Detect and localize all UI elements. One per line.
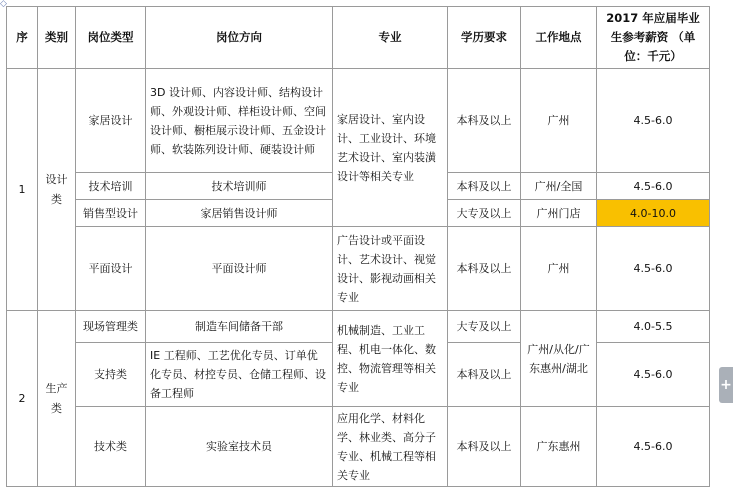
post-type-cell[interactable]: 现场管理类 — [76, 311, 146, 343]
seq-cell[interactable]: 1 — [7, 69, 38, 311]
header-category: 类别 — [38, 7, 76, 69]
post-type-cell[interactable]: 销售型设计 — [76, 200, 146, 227]
header-education: 学历要求 — [448, 7, 521, 69]
post-direction-cell[interactable]: 实验室技术员 — [146, 407, 333, 487]
post-type-cell[interactable]: 技术类 — [76, 407, 146, 487]
salary-cell[interactable]: 4.5-6.0 — [597, 227, 710, 311]
salary-cell[interactable]: 4.5-6.0 — [597, 407, 710, 487]
post-type-cell[interactable]: 平面设计 — [76, 227, 146, 311]
major-cell[interactable]: 机械制造、工业工程、机电一体化、数控、物流管理等相关专业 — [333, 311, 448, 407]
location-cell[interactable]: 广州 — [521, 227, 597, 311]
education-cell[interactable]: 本科及以上 — [448, 173, 521, 200]
post-direction-cell[interactable]: 技术培训师 — [146, 173, 333, 200]
table-row[interactable] — [7, 407, 710, 487]
post-type-cell[interactable]: 技术培训 — [76, 173, 146, 200]
post-type-cell[interactable]: 支持类 — [76, 343, 146, 407]
header-seq: 序 — [7, 7, 38, 69]
post-direction-cell[interactable]: IE 工程师、工艺优化专员、订单优化专员、材控专员、仓储工程师、设备工程师 — [146, 343, 333, 407]
major-cell[interactable]: 应用化学、材料化学、林业类、高分子专业、机械工程等相关专业 — [333, 407, 448, 487]
education-cell[interactable]: 大专及以上 — [448, 311, 521, 343]
post-direction-cell[interactable]: 平面设计师 — [146, 227, 333, 311]
post-direction-cell[interactable]: 制造车间储备干部 — [146, 311, 333, 343]
location-cell[interactable]: 广州/从化/广东惠州/湖北 — [521, 311, 597, 407]
header-location: 工作地点 — [521, 7, 597, 69]
major-cell[interactable]: 广告设计或平面设计、艺术设计、视觉设计、影视动画相关专业 — [333, 227, 448, 311]
salary-cell[interactable]: 4.5-6.0 — [597, 343, 710, 407]
education-cell[interactable]: 本科及以上 — [448, 343, 521, 407]
category-cell[interactable]: 设计类 — [38, 69, 76, 311]
education-cell[interactable]: 大专及以上 — [448, 200, 521, 227]
location-cell[interactable]: 广州门店 — [521, 200, 597, 227]
salary-cell[interactable]: 4.5-6.0 — [597, 173, 710, 200]
location-cell[interactable]: 广东惠州 — [521, 407, 597, 487]
salary-cell[interactable]: 4.5-6.0 — [597, 69, 710, 173]
expand-panel-icon[interactable]: + — [719, 367, 733, 403]
location-cell[interactable]: 广州 — [521, 69, 597, 173]
select-all-corner-icon[interactable]: ◇ — [0, 0, 7, 9]
education-cell[interactable]: 本科及以上 — [448, 69, 521, 173]
post-direction-cell[interactable]: 家居销售设计师 — [146, 200, 333, 227]
post-direction-cell[interactable]: 3D 设计师、内容设计师、结构设计师、外观设计师、样柜设计师、空间设计师、橱柜展示设计师、五金设计师、软装陈列设计师、硬装设计师 — [146, 69, 333, 173]
header-salary: 2017 年应届毕业生参考薪资 （单位：千元） — [597, 7, 710, 69]
table-row[interactable] — [7, 69, 710, 173]
seq-cell[interactable]: 2 — [7, 311, 38, 487]
recruitment-table — [6, 6, 710, 487]
location-cell[interactable]: 广州/全国 — [521, 173, 597, 200]
education-cell[interactable]: 本科及以上 — [448, 407, 521, 487]
table-row[interactable] — [7, 311, 710, 343]
table-row[interactable] — [7, 227, 710, 311]
header-post-direction: 岗位方向 — [146, 7, 333, 69]
major-cell[interactable]: 家居设计、室内设计、工业设计、环境艺术设计、室内装潢设计等相关专业 — [333, 69, 448, 227]
category-cell[interactable]: 生产类 — [38, 311, 76, 487]
header-row — [7, 7, 710, 69]
education-cell[interactable]: 本科及以上 — [448, 227, 521, 311]
salary-cell[interactable]: 4.0-5.5 — [597, 311, 710, 343]
header-post-type: 岗位类型 — [76, 7, 146, 69]
salary-cell-highlighted[interactable]: 4.0-10.0 — [597, 200, 710, 227]
post-type-cell[interactable]: 家居设计 — [76, 69, 146, 173]
header-major: 专业 — [333, 7, 448, 69]
